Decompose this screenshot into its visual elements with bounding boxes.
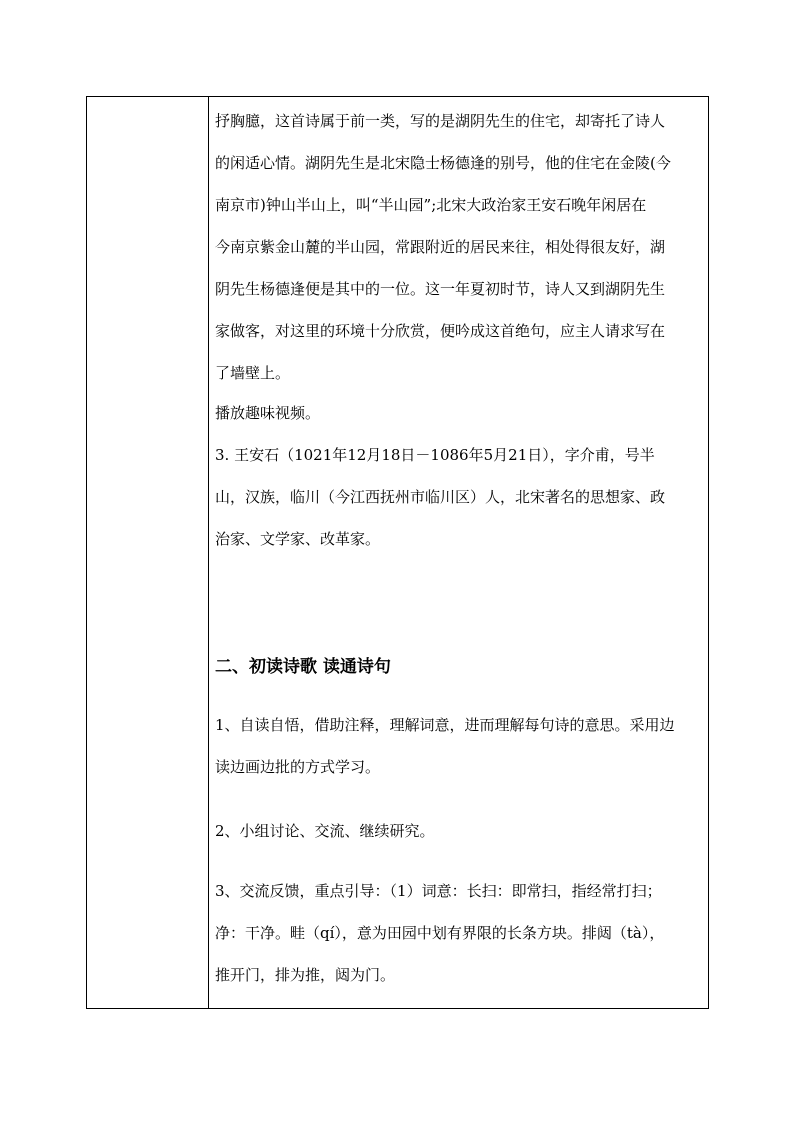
column-divider — [208, 97, 209, 1008]
section-heading: 二、初读诗歌 读通诗句 — [215, 657, 391, 677]
list-item-line: 1、自读自悟，借助注释，理解词意，进而理解每句诗的意思。采用边 — [215, 716, 675, 734]
paragraph-line: 了墙壁上。 — [215, 364, 291, 382]
paragraph-line: 家做客，对这里的环境十分欣赏，便吟成这首绝句，应主人请求写在 — [215, 322, 666, 340]
list-item-line: 读边画边批的方式学习。 — [215, 758, 381, 776]
paragraph-line: 治家、文学家、改革家。 — [215, 530, 381, 548]
list-item-line: 2、小组讨论、交流、继续研究。 — [215, 822, 435, 840]
paragraph-line: 的闲适心情。湖阴先生是北宋隐士杨德逢的别号，他的住宅在金陵(今 — [215, 154, 671, 172]
list-item-line: 推开门，排为推，闼为门。 — [215, 966, 396, 984]
left-column-cell — [87, 97, 208, 1008]
paragraph-line: 山，汉族，临川（今江西抚州市临川区）人，北宋著名的思想家、政 — [215, 488, 666, 506]
paragraph-line: 抒胸臆，这首诗属于前一类，写的是湖阴先生的住宅，却寄托了诗人 — [215, 112, 666, 130]
lesson-table — [86, 96, 709, 1009]
paragraph-line: 3. 王安石（1021年12月18日－1086年5月21日），字介甫，号半 — [215, 446, 655, 464]
video-note: 播放趣味视频。 — [215, 404, 321, 422]
list-item-line: 净：干净。畦（qí），意为田园中划有界限的长条方块。排闼（tà）， — [215, 924, 665, 942]
paragraph-line: 南京市)钟山半山上，叫“半山园”;北宋大政治家王安石晚年闲居在 — [215, 196, 647, 214]
paragraph-line: 今南京紫金山麓的半山园，常跟附近的居民来往，相处得很友好，湖 — [215, 238, 666, 256]
paragraph-line: 阴先生杨德逢便是其中的一位。这一年夏初时节，诗人又到湖阴先生 — [215, 280, 666, 298]
list-item-line: 3、交流反馈，重点引导：（1）词意：长扫：即常扫，指经常打扫； — [215, 882, 662, 900]
